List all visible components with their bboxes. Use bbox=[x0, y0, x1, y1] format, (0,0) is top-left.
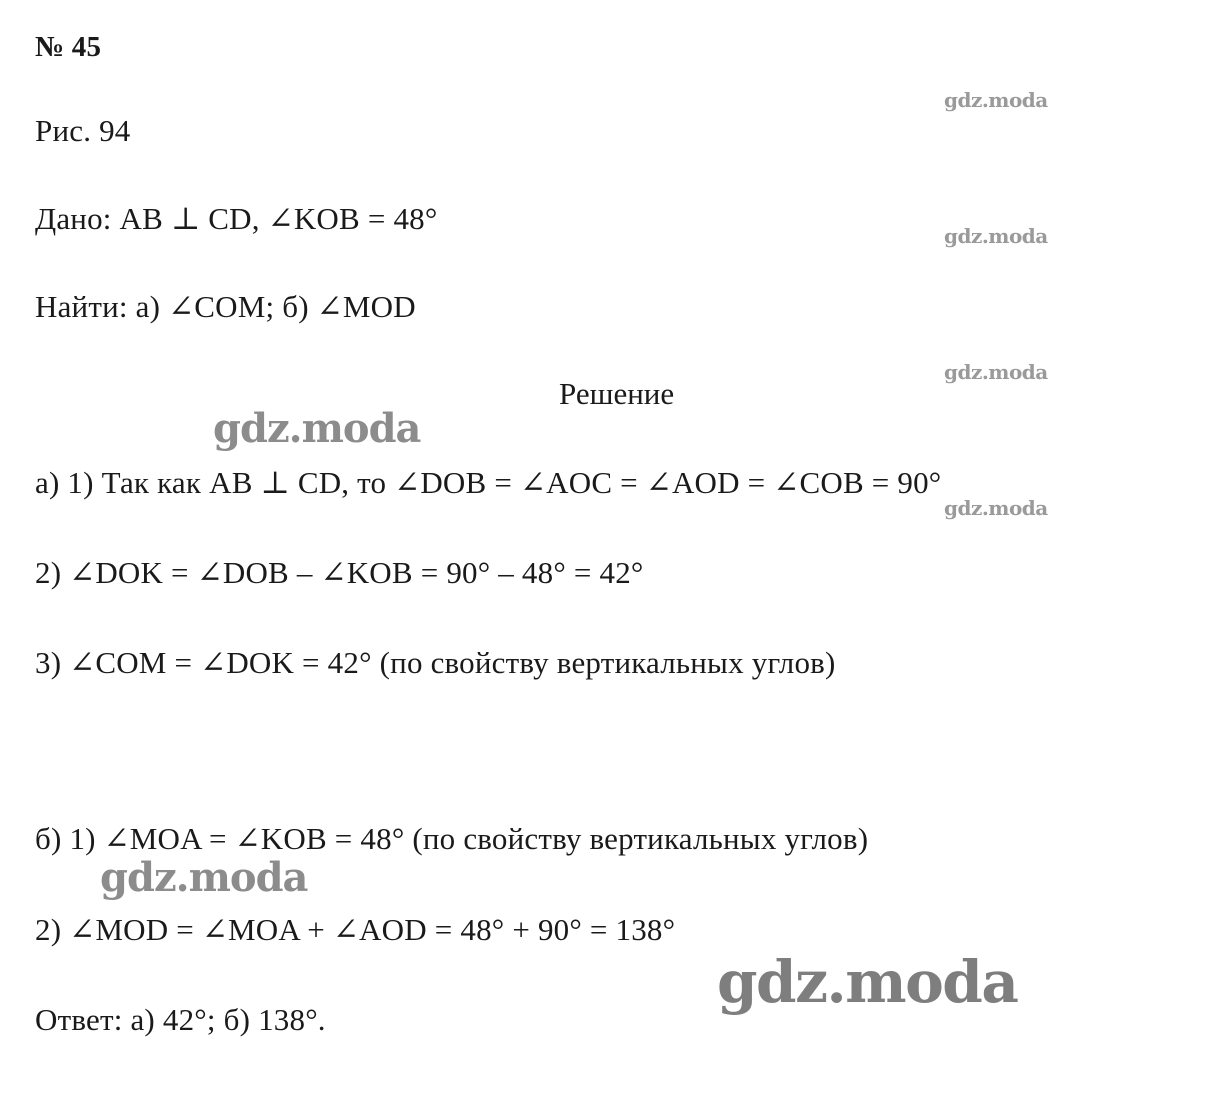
solution-heading: Решение bbox=[559, 376, 675, 411]
watermark: gdz.moda bbox=[213, 405, 421, 452]
solution-step-b1: б) 1) ∠MOA = ∠KOB = 48° (по свойству вертикальных углов) bbox=[35, 821, 869, 856]
watermark: gdz.moda bbox=[944, 360, 1048, 384]
given-statement: Дано: AB ⊥ CD, ∠KOB = 48° bbox=[35, 201, 438, 236]
solution-step-a1: а) 1) Так как AB ⊥ CD, то ∠DOB = ∠AOC = ∠AOD = ∠COB = 90° bbox=[35, 465, 942, 500]
solution-step-b2: 2) ∠MOD = ∠MOA + ∠AOD = 48° + 90° = 138° bbox=[35, 912, 676, 947]
find-statement: Найти: а) ∠COM; б) ∠MOD bbox=[35, 289, 416, 324]
figure-reference: Рис. 94 bbox=[35, 113, 131, 148]
watermark: gdz.moda bbox=[717, 948, 1018, 1016]
solution-step-a3: 3) ∠COM = ∠DOK = 42° (по свойству вертикальных углов) bbox=[35, 645, 836, 680]
watermark: gdz.moda bbox=[944, 224, 1048, 248]
problem-number: № 45 bbox=[35, 31, 102, 63]
watermark: gdz.moda bbox=[100, 854, 308, 901]
watermark: gdz.moda bbox=[944, 496, 1048, 520]
watermark: gdz.moda bbox=[944, 88, 1048, 112]
answer: Ответ: а) 42°; б) 138°. bbox=[35, 1002, 326, 1037]
solution-step-a2: 2) ∠DOK = ∠DOB – ∠KOB = 90° – 48° = 42° bbox=[35, 555, 644, 590]
